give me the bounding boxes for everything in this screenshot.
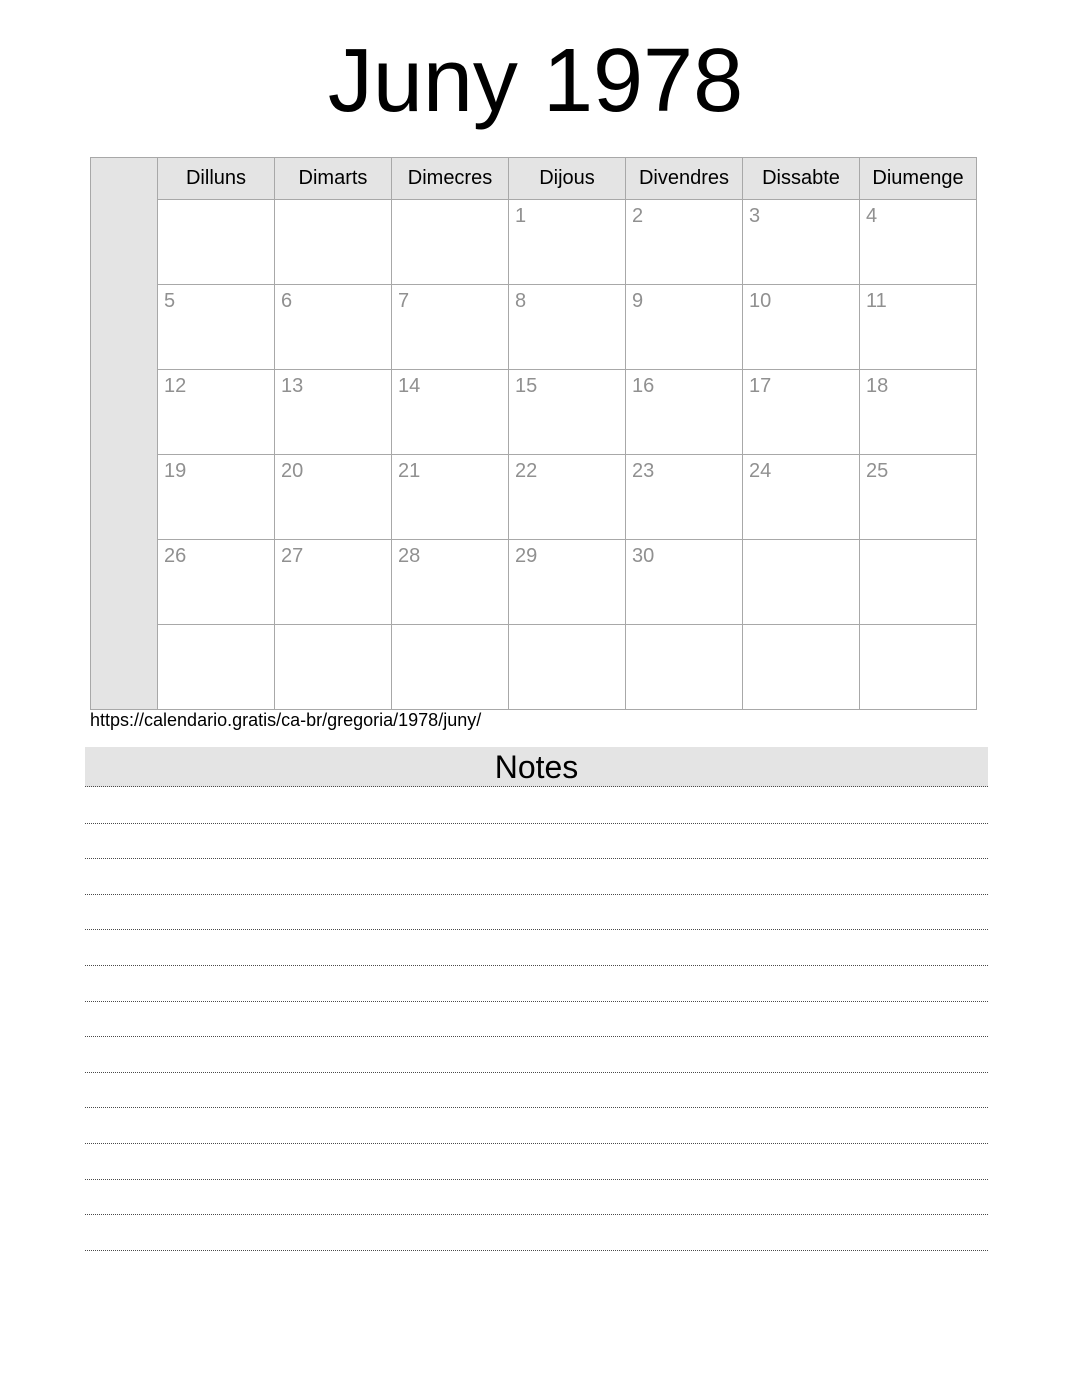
date-cell: 16	[626, 370, 743, 455]
date-cell: 6	[275, 285, 392, 370]
week-gutter-column	[91, 158, 158, 710]
date-cell: 17	[743, 370, 860, 455]
date-cell: 19	[158, 455, 275, 540]
note-line	[85, 1037, 988, 1073]
day-header-dilluns: Dilluns	[158, 158, 275, 200]
date-cell: 2	[626, 200, 743, 285]
week-row	[91, 455, 977, 540]
date-cell	[626, 625, 743, 710]
date-cell: 4	[860, 200, 977, 285]
note-line	[85, 788, 988, 824]
date-cell: 24	[743, 455, 860, 540]
date-cell: 28	[392, 540, 509, 625]
date-cell	[392, 625, 509, 710]
note-line	[85, 1073, 988, 1109]
notes-header-bar	[85, 747, 988, 787]
date-cell	[392, 200, 509, 285]
date-cell: 18	[860, 370, 977, 455]
date-cell: 30	[626, 540, 743, 625]
date-cell: 7	[392, 285, 509, 370]
date-cell: 15	[509, 370, 626, 455]
date-cell: 3	[743, 200, 860, 285]
calendar-table	[90, 157, 977, 710]
note-line	[85, 895, 988, 931]
date-cell: 14	[392, 370, 509, 455]
day-header-dijous: Dijous	[509, 158, 626, 200]
date-cell: 8	[509, 285, 626, 370]
note-line	[85, 1215, 988, 1251]
week-row	[91, 200, 977, 285]
date-cell: 1	[509, 200, 626, 285]
date-cell: 23	[626, 455, 743, 540]
date-cell	[743, 540, 860, 625]
calendar-header-row	[91, 158, 977, 200]
day-header-dissabte: Dissabte	[743, 158, 860, 200]
date-cell: 5	[158, 285, 275, 370]
date-cell: 26	[158, 540, 275, 625]
note-line	[85, 1144, 988, 1180]
date-cell: 13	[275, 370, 392, 455]
note-line	[85, 966, 988, 1002]
day-header-dimarts: Dimarts	[275, 158, 392, 200]
date-cell: 21	[392, 455, 509, 540]
date-cell: 29	[509, 540, 626, 625]
date-cell: 22	[509, 455, 626, 540]
date-cell: 27	[275, 540, 392, 625]
notes-title: Notes	[494, 749, 579, 785]
date-cell: 20	[275, 455, 392, 540]
date-cell: 9	[626, 285, 743, 370]
note-line	[85, 859, 988, 895]
date-cell: 11	[860, 285, 977, 370]
note-line	[85, 1180, 988, 1216]
page-title: Juny 1978	[327, 31, 744, 131]
date-cell	[158, 625, 275, 710]
day-header-dimecres: Dimecres	[392, 158, 509, 200]
note-line	[85, 824, 988, 860]
date-cell: 25	[860, 455, 977, 540]
week-row	[91, 285, 977, 370]
week-row	[91, 540, 977, 625]
date-cell: 12	[158, 370, 275, 455]
date-cell	[158, 200, 275, 285]
date-cell	[509, 625, 626, 710]
date-cell	[860, 625, 977, 710]
date-cell	[743, 625, 860, 710]
note-line	[85, 1002, 988, 1038]
week-row	[91, 370, 977, 455]
source-url-text: https://calendario.gratis/ca-br/gregoria/1978/juny/	[90, 710, 482, 730]
date-cell	[275, 200, 392, 285]
day-header-diumenge: Diumenge	[860, 158, 977, 200]
date-cell	[860, 540, 977, 625]
day-header-divendres: Divendres	[626, 158, 743, 200]
date-cell	[275, 625, 392, 710]
note-line	[85, 930, 988, 966]
note-line	[85, 1108, 988, 1144]
date-cell: 10	[743, 285, 860, 370]
week-row	[91, 625, 977, 710]
notes-lines	[85, 788, 988, 1251]
